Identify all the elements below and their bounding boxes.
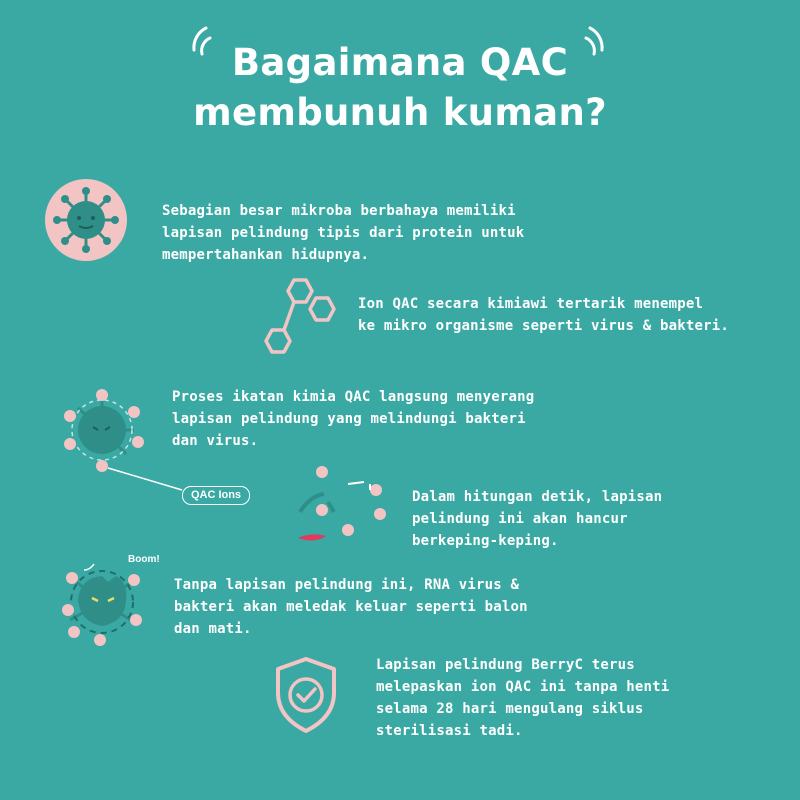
step-2-line: ke mikro organisme seperti virus & bakteri. — [358, 318, 730, 334]
boom-label: Boom! — [128, 554, 160, 565]
virus-icon — [44, 178, 128, 262]
step-5-line: dan mati. — [174, 621, 252, 637]
step-6-line: sterilisasi tadi. — [376, 723, 523, 739]
step-4-line: pelindung ini akan hancur — [412, 511, 628, 527]
step-1-line: Sebagian besar mikroba berbahaya memiliki — [162, 203, 516, 219]
step-1-line: mempertahankan hidupnya. — [162, 247, 370, 263]
step-1-line: lapisan pelindung tipis dari protein untuk — [162, 225, 525, 241]
step-4-line: Dalam hitungan detik, lapisan — [412, 489, 663, 505]
step-6-line: Lapisan pelindung BerryC terus — [376, 657, 635, 673]
sound-wave-right-icon — [572, 20, 608, 56]
step-6-line: selama 28 hari mengulang siklus — [376, 701, 644, 717]
exploding-virus-icon — [60, 560, 150, 646]
step-1-text — [162, 200, 524, 266]
broken-membrane-icon — [292, 462, 392, 552]
title-line-2: membunuh kuman? — [193, 91, 607, 134]
step-4-text — [412, 486, 662, 552]
shield-check-icon — [272, 655, 340, 735]
step-3-text — [172, 386, 534, 452]
step-2-line: Ion QAC secara kimiawi tertarik menempel — [358, 296, 704, 312]
step-3-line: dan virus. — [172, 433, 259, 449]
page-title — [0, 38, 800, 138]
step-3-line: lapisan pelindung yang melindungi bakteri — [172, 411, 526, 427]
hexagon-molecule-icon — [258, 278, 338, 356]
step-6-text — [376, 654, 669, 742]
step-5-text — [174, 574, 528, 640]
step-2-text — [358, 293, 729, 337]
step-6-line: melepaskan ion QAC ini tanpa henti — [376, 679, 670, 695]
step-5-line: bakteri akan meledak keluar seperti balon — [174, 599, 528, 615]
step-4-line: berkeping-keping. — [412, 533, 559, 549]
qac-ions-label: QAC Ions — [182, 486, 250, 505]
sound-wave-left-icon — [188, 20, 224, 56]
step-5-line: Tanpa lapisan pelindung ini, RNA virus & — [174, 577, 520, 593]
title-line-1: Bagaimana QAC — [231, 41, 569, 84]
step-3-line: Proses ikatan kimia QAC langsung menyerang — [172, 389, 535, 405]
